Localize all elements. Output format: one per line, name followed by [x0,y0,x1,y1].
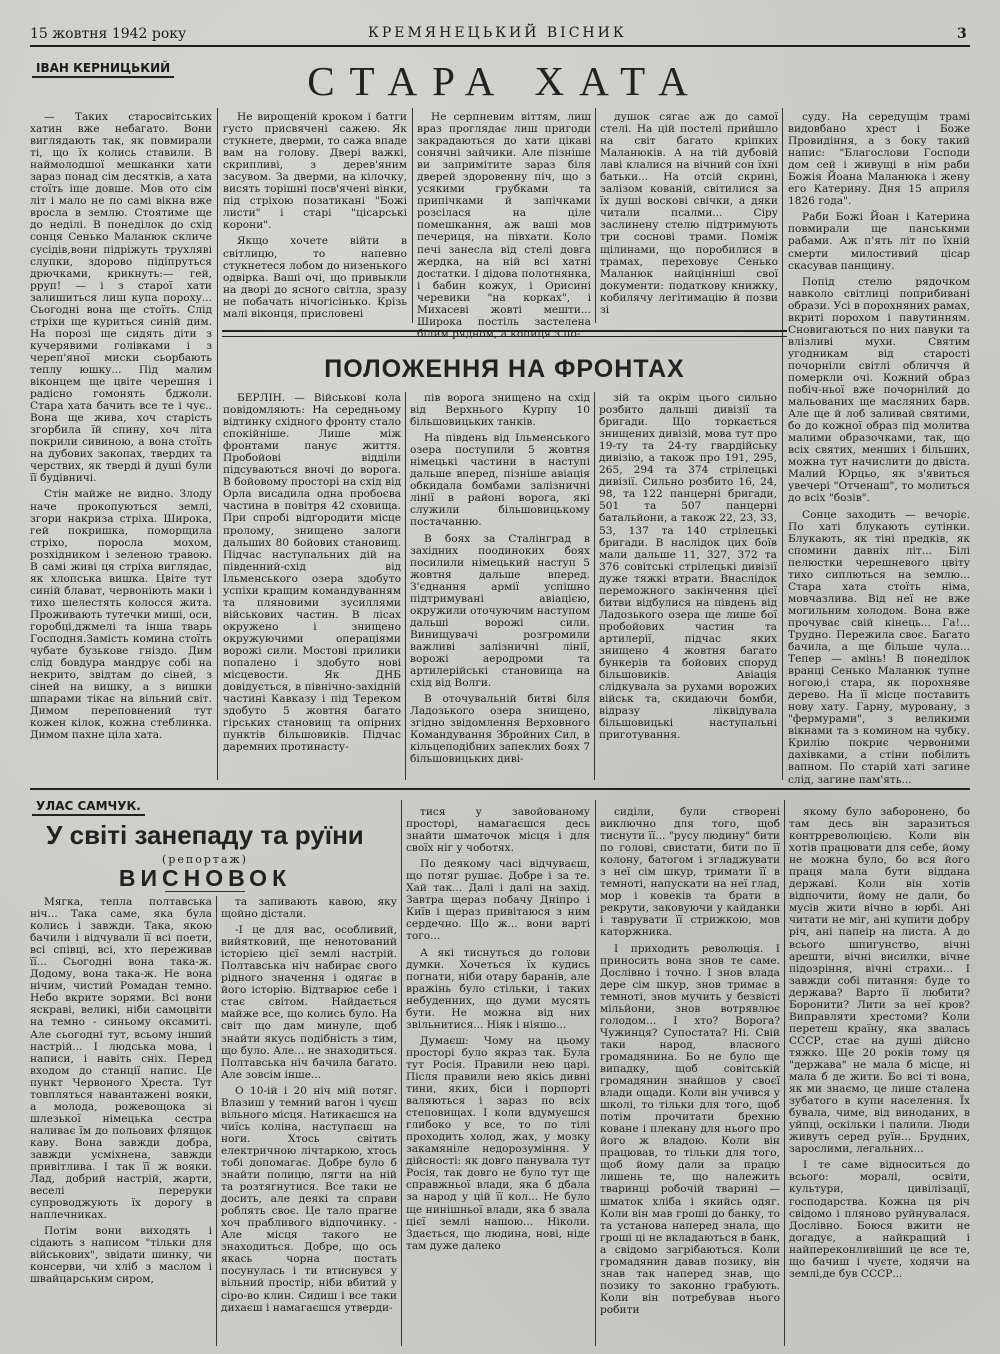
column-rule [412,108,413,323]
paragraph: та запивають кавою, яку щойно дістали. [221,896,397,921]
article3-column-5 [789,806,970,1346]
article3-title: У світі занепаду та руїни [46,820,364,850]
paragraph: -І це для вас, особливий, вийятковий, ще ненотований історією цієї землі настрій. Полтавська ніч набирає свого рідного значення і одягає в його історію. Відтварює себе і стає світом. Найдається майже все, що колись було. На світ що дам минуле, щоб знайти якусь подібність з тим, що було. Але... не знаходиться. Полтавська ніч бачила багато. Але зовсім інше... [221,924,397,1081]
article2-column-3 [599,392,777,780]
article3-column-2 [221,896,397,1346]
paragraph: Думаєш: Чому на цьому просторі було якраз так. Була тут Росія. Правили нею царі. Після правили нею якісь дивні тини, яких, біси і порпорті валяються і зараз по всіх степовищах. І коли вдумуєшся глибоко у все, то по тілі проходить холод, жах, у мозку закамяніле недорозуміння. У дійсності: як довго панувала тут Росія, так довго не було тут ще справжньої влади, яка б дбала за народ у цій її кол... Не було ще нинішньої влади, яка б звала цієї землі нашою... Ніколи. Здається, що людина, нові, ніде там дуже далеко [406,1034,590,1252]
article3-column-3 [406,806,590,1346]
paragraph: сиділи, були створені виключно для того, щоб тиснути її... "русу людину" бити по голові, свистати, бити по її колону, батогом і згладжувати з неї сім шкур, тримати її в темноті, напускати на неї глад, мор і ковеків та брати в рекрути, заковуючи у кайданки і таврувати її стрижкою, мов каторжника. [600,806,780,939]
paragraph: Стін майже не видно. Злоду наче прокопуються землі, згори накриза стріха. Широка, гей покришка, поморщила стріхо, поросла мохом, розхідником і зеленою травою. В самі живі ця стріха виглядає, як хлопська вишка. Цвіте тут синій блават, червоніють маки і тихо шелестять колосся жита. Проживають тутечки миші, оси, горобці,джмелі та інша тварь Господня.Замість комина стоїть чубате бузькове гніздо. Дим слід бовдура мандрує собі на некрито, звідтам до сіней, з сіней на вишку, а з вишки шпарами тікає на вільний світ. Димом переповнений тут кожен кілок, кожна стеблинка. Димом пахне ціла хата. [30,488,212,742]
paragraph: На південь від Ільменського озера поступили 5 жовтня німецькі частини в наступі дальше вперед, пізніше авіація обкидала бомбами залізничні лінії в районі ворога, які служили більшовицькому постачанню. [410,432,590,529]
paragraph: Попід стелю рядочком навколо світлиці поприбивані образи. Усі в порохняних рамах, вкриті порохом і павутинням. Сновигаються по них павуки та влізливі мухи. Святим угодникам від старості почорніли світлі обличчя й померкли очі. Кожний образ побіч-ньої вже почорнілий до мальованих ще масляних барв. Але ще й лоб заливай святими, бо до кожної образ під молитва малими образочками, так, що всіх святих, менших і більших, можна тут начислити до двіста. Малий Юрцьо, як з'явиться увечері "Отченаш", то молиться до всіх "бозів". [788,275,970,505]
newspaper-title: КРЕМЯНЕЦЬКИЙ ВІСНИК [368,25,627,41]
paragraph: — Таких старосвітських хатин вже небагато. Вони виглядають так, як повмирали ті, що їх колись ставили. В наймолодшої мешканки хати зараз понад сім десятків, а хата стоїть іще довше. Мов ото сім літ і мало не по самі вікна вже вросла в землю. Стоятиме ще до неділі. В понеділок до схід сонця Сенько Маланюк скличе сусідів,вони підріжуть трухляві слупки, здорово підіпруться дрючками, крикнуть:— гей, рруп! — і з старої хати залишиться лиш купа пороху... Сьогодні вона ще стоїть. Слід стріхи ще куриться синій дим. На порозі ще сидять діти з кучерявими голівками і з череп'яної миски сьорбають теплу юшку... Під малим віконцем ще цвіте черешня і радісно гомонять бджоли. Стара хата бачить все те і чує.. Вона ще жива, хоч старість згорбила їй спину, хоч літа покрили сивиною, а вона стоїть на дубових закопах, твердих та черствих, як тверді й душі були її будівничі. [30,111,212,485]
paragraph: О 10-ій і 20 ніч мій потяг. Влазиш у темний вагон і чуєш вільного місця. Натикаєшся на чиїсь коліна, наступаєш на ноги. Хтось світить електричною лічтаркою, хтось тобі допомагає. Добре було б знайти полицю, лягти на ній та розтягнутися. Все таки не досить, але деякі та справи роблять своє. Це тало прагне хоч прабливого відпочинку. - Але місця такого не знаходиться. Добре, що ось якась чорна постать посунулась і ти втиснувся у вільний простір, ніби вбитий у сіро-во клин. Сидиш і все таки дихаєш і намагаєшся утверди- [221,1084,397,1314]
paragraph: Не вирощеній кроком і батги густо присвячені сажею. Як стукнете, дверми, то сажа впаде вам на голову. Двері важкі, скрипливі, з дерев'яним засувом. За дверми, на кілочку, висять торішні посв'ячені вінки, під стріхою позатикані "Божі листи" і старі "цісарські корони". [223,111,407,232]
paragraph: А які тиснуться до голови думки. Хочеться їх кудись погнати, ніби отару баранів, але вражінь було стільки, і таких небуденних, що думи мусять бути. Не можна від них звільнитися... Ніяк і ніяшо... [406,946,590,1031]
paragraph: Потім вони виходять і сідають з написом "тільки для військових", звідати шинку, чи консерви, чи хліб з маслом і швайцарським сиром, [30,1225,212,1286]
paragraph: пів ворога знищено на схід від Верхнього Курпу 10 більшовицьких танків. [410,392,590,429]
article2-column-2 [410,392,590,780]
article3-heading: ВИСНОВОК [118,865,292,891]
column-rule [782,108,783,780]
article1-column-4 [600,111,778,321]
article1-column-2 [223,111,407,321]
paragraph: Якщо хочете війти в світлицю, то напевно стукнетеся лобом до низенького одвірка. Ваші очі, що привыкли на дворі до ясного світла, зразу не побачать нічогісінько. Крізь малі віконця, присловені [223,235,407,320]
paragraph: зій та окрім цього сильно розбито дальші дивізії та бригади. Що торкається знищених дивізій, мова тут про 19-ту та 24-ту гвардійську дивізію, а також про 191, 295, 265, 294 та 374 стрілецькі дивізії. Сильно розбито 16, 24, 98, та 122 панцерні бригади, 501 та 507 панцерні батальйони, а також 22, 23, 33, 53, 137 та 140 стрілецькі бригади. В наслідок цих боїв мали дальше 11, 327, 372 та 376 совітські стрілецькі дивізії дуже тяжкі втрати. Внаслідок переможного закінчення цієї битви відбулися на південь від Ладозького озера ще лише бої пробойових частин та артилерії, підчас яких знищено 4 жовтня багато бункерів та бойових споруд більшовиків. Авіація слідкувала за рухами ворожих військ та, скидаючи бомби, відразу ліквідувала більшовицькі наступальні приготування. [599,392,777,742]
paragraph: По деякому часі відчуваєш, що потяг рушає. Добре і за те. Хай так... Далі і далі на захід. Завтра щераз побачу Дніпро і Київ і щераз привітаюся з ним сердечно. Що ж... вони варті того... [406,858,590,943]
issue-date: 15 жовтня 1942 року [30,26,187,42]
page-number: 3 [957,26,967,42]
article3-column-1 [30,896,212,1346]
paragraph: Не серпневим віттям, лиш враз проглядає лиш пригоди закрадаються до хати цікаві сонячні зайчики. Але пізніше ви запримітите зараз біля дверей здоровенну піч, що з усякими грубками та припічками й запічками розсілася на ціле помешкання, аж ваші мов печериця, на півхати. Коло печі занесла від стелі довга жердка, на ній всі хатні достатки. І дідова полотнянка, і бабин кожух, і Орисині черевики "на корках", і Михасеві жовті мешти... Широка постіль застелена білим рядном, а копиця з по- [417,111,591,340]
article3-author: УЛАС САМЧУК. [32,798,145,816]
paragraph: І приходить революція. І приносить вона знов те саме. Дослівно і точно. І знов влада дере сім шкур, знов тримає в темноті, знов мучить у безвісті мільйони, знов вотрявлює голодом... І хто? Ворога? Чужинця? Супостата? Ні. Свій таки народ, власного громадянина. Бо не було ще випадку, щоб совітській громадянин знайшов у своєї влади ощади. Коли він учився у школі, то тільки для того, щоб потім прочитати брехню коване і плекану для нього про його ж владою. Коли він працював, то тільки для того, щоб йому дали за працю лишень те, що належить тваринці робочій тварині — шматок хліба і якийсь одяг. Коли він мав гроші до банку, то та установа наперед знала, що гроші ці не вкладаються в банк, а свідомо загрібаються. Коли громадянин давав позику, він знав так наперед знав, що позику то законно грабують. Коли він потребував нього робити [600,942,780,1316]
heading-rule [165,891,245,892]
article1-column-1 [30,111,212,779]
article2-column-1 [223,392,401,780]
article1-author: ІВАН КЕРНИЦЬКИЙ [32,60,174,78]
paragraph: Сонце заходить — вечоріє. По хаті блукають сутінки. Блукають, як тіні предків, як спомини давніх літ... Білі пелюстки черешневого цвіту тихо сиплються на землю... Стара хата стоїть німа, мовчазлива. Від неї не вже могильним холодом. Вона вже прочуває свій кінець... Га!... Трудно. Пережила своє. Багато бачила, а ще більше чула... Тепер — амінь! В понеділок вранці Сенько Маланюк тупне ногою,і стара, як порохняве дерево. На її місце поставить нову хату. Гарну, муровану, з "фермурами", з великими вікнами та з комином на чубку. Крилію покриє червоними дахівками, а стіни побілить вапном. По старій хаті загине слід, загине пам'ять... [788,508,970,786]
paragraph: І те саме відноситься до всього: моралі, освіти, культури, цивілізації, господарства. Кожна ця річ свідомо і пляново руйнувалася. Дослівно. Боюся вжити не догадує, а найкращий і найпереконливіший це все те, що бачиш і чуєте, ходячи на землі,де був СССР... [789,1159,970,1280]
paragraph: Раби Божі Йоан і Катерина повмирали ще панськими рабами. Аж п'ять літ по їхній смерти милостивий цісар скасував панщину. [788,211,970,272]
column-rule [405,392,406,780]
header-rule [30,45,970,47]
paragraph: тися у завойованому просторі, намагаєшся десь знайти шматочок місця і для своїх ніг у чоботях. [406,806,590,855]
article1-title: СТАРА ХАТА [307,58,703,104]
section-rule [30,788,970,790]
article3-column-4 [600,806,780,1346]
paragraph: БЕРЛІН. — Військові кола повідомляють: На середньому відтинку східного фронту стало спокійніше. Лише між фронтами панує життя. Пробойові відділи підсуваються вночі до ворога. В бойовому просторі на схід від Орла висадила одна пробоєва частина в повітря 42 сховища. При спробі відгородити місце пролому, знищено залоги дальших 80 бойових становищ. Підчас наступальних дій на південний-схід від Ільменського озера здобуто успіхи кращим командуванням та пляновими зусиллями військових частин. В лісах окружено і знищено окружуючими операціями ворожі сили. Мостові прилики попалено і здобуто нові місцевости. Як ДНБ довідується, в північно-західній частині Кавказу і під Тереком здобуто 5 жовтня багато гірських становищ та опірних пунктів більшовиків. Підчас даремних протинасту- [223,392,401,754]
article2-top-rule [222,330,787,337]
paragraph: душок сягає аж до самої стелі. На цій постелі прийшло на світ багато кріпких Маланюків. А на тій дубовій лаві клалися на вічний сон їхні батьки... На отсій скрині, залізом кованій, світилися за їх душі воскові свічки, а дяки читали псалми... Сіру заслинену стелю підтримують три соснові трами. Поміж щілинами, що поробилися в трамах, переховує Сенько Маланюк найцінніші свої документи: податкову книжку, кобилячу легітимацію й позви зі [600,111,778,316]
column-rule [595,108,596,323]
paragraph: Мягка, тепла полтавська ніч... Така саме, яка була колись і завжди. Така, якою бачили і відчували її всі поети, всі співці, всі, хто переживав її... Сьогодні вона така-ж. Додому, вона така-ж. Не вона нічим, чистий Ромадан темно. Небо вкрите зорями. Всі вони яскраві, великі, ніби самоцвіти на темно - синьому оксамиті. Але сьогодні тут, всьому інший настрій... І людська мова, і написи, і навіть сніх. Перед входом до станції напис. Це пункт Червоного Хреста. Тут товпляться навантажені вояки, а молода, рожевощока зі шлезької німецька сестра наливає їм до польових флящок каву. Вона завжди добра, завжди усміхнена, завжди привітлива. І так її ж вояки. Лад, добрий настрій, жарти, веселі переруки супроводжують їх дорогу в наплечниках. [30,896,212,1222]
paragraph: В боях за Сталінград в західних поодиноких боях посилили німецький наступ 5 жовтня дальше вперед. З'єднання армії успішно підтримувані авіацією, окружили оточуючим наступом дальші ворожі сили. Винищувачі розгромили важливі залізничні лінії, ворожі аеродроми та артилерійські становища на схід від Волги. [410,532,590,690]
paragraph: суду. На середущім трамі видовбано хрест і Боже Провидіння, а з боку такий напис: "Благослови Господи дом сей і живущі в нім раби Божія Йоана Маланюка і жену его Катерину. Дня 15 априля 1826 года". [788,111,970,208]
column-rule [217,108,218,780]
column-rule [216,896,217,1346]
column-rule [401,800,402,1346]
column-rule [594,392,595,780]
paragraph: В оточувальній битві біля Ладозького озера знищено, згідно звідомлення Верховного Командування Збройних Сил, в кільцеподібних запеклих боях 7 більшовицьких диві- [410,693,590,766]
article1-column-3 [417,111,591,340]
column-rule [595,800,596,1346]
article1-column-5 [788,111,970,786]
column-rule [784,800,785,1346]
article3-subtitle: (репортаж) [162,853,248,866]
paragraph: якому було заборонено, бо там десь він заразиться контрреволюцією. Коли він хотів працювати для себе, йому не можна було, бо вся його праця мала бути віддана державі. Коли він хотів відпочити, йому не дали, бо мусів жити вічно в юрбі. Ані читати не міг, ані купити добру річ, ані папеір на листа. А до всього шпигунство, вічні арешти, вічні висилки, вічне підозріння, вічні страхи... І завжди собі питання: буде то держава? Варто її любити? Боронити? Лити за неї кров? Виправляти хрестоми? Коли перетеш країну, яка звалась СССР, стає на душі дійсно тяжко. Ще 20 років тому ця "держава" не мала б місце, ні мала б де жити. Бо всі ті вона, як ми знаємо, це лише сталена зубатого в купи населення. Їх бувала, чиме, від виноданих, в уйпці, оскільки і палили. Люди живуть серед руїн... Брудних, зарослими, легальних... [789,806,970,1156]
article2-title: ПОЛОЖЕННЯ НА ФРОНТАХ [324,355,685,383]
